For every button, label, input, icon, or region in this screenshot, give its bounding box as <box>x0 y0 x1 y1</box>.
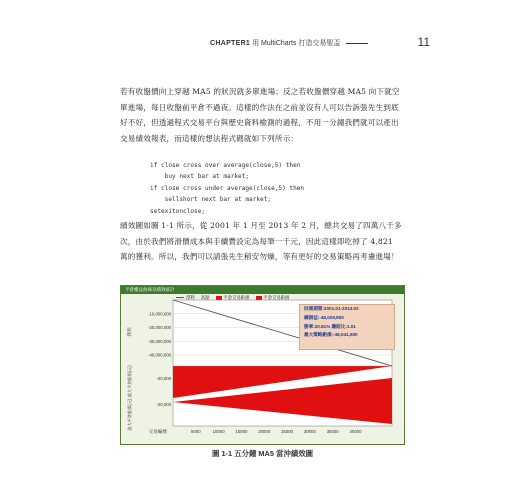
legend-item-loss-1: 平倉交易虧損 <box>216 295 250 300</box>
x-axis-label: 交易編號 <box>148 429 167 434</box>
x-tick-label: 10000 <box>212 429 225 434</box>
x-tick-label: 25000 <box>281 429 294 434</box>
paragraph-1: 若有收盤價向上穿越 MA5 的狀況就多單進場；反之若收盤價穿越 MA5 向下就空單進場，每日收盤前平倉不過夜。這樣的作法在之前並沒有人可以告訴張先生到底好不好，但透過程式交易平台與歷史資料檢測的過程，不用一分鐘我們就可以產出交易績效報表，而這樣的想法程式碼就如下列所示： <box>120 87 400 143</box>
code-line: buy next bar at market; <box>150 173 250 181</box>
code-line: if close cross under average(close,5) then <box>150 184 305 192</box>
paragraph-2: 績效圖如圖 1-1 所示，從 2001 年 1 月至 2013 年 2 月，總共交易了四萬八千多次，由於我們將滑價成本與手續費設定為每筆一千元，因此這樣即吃掉了 4,821 萬的獲利。所以，我們可以請張先生稍安勿燥，等有更好的交易策略再考慮進場！ <box>120 221 402 262</box>
y-tick-label-bottom: -20,000 <box>156 402 171 407</box>
header-rule <box>346 43 368 44</box>
legend-item-high: 高點 <box>200 295 210 300</box>
code-line: setexitonclose; <box>150 207 206 215</box>
code-line: sellshort next bar at market; <box>150 196 272 204</box>
code-block <box>150 160 410 217</box>
figure-caption: 圖 1-1 五分鐘 MA5 當沖績效圖 <box>212 449 314 458</box>
x-tick-label: 5000 <box>191 429 201 434</box>
y-axis-label-top: 淨利 <box>127 327 132 337</box>
chapter-label: CHAPTER1 <box>210 40 251 47</box>
stat-maxdd: 最大策略虧損:-48,041,600 <box>304 332 358 338</box>
code-line: if close cross over average(close,5) then <box>150 162 301 169</box>
y-axis-label-bottom: 最大平倉虧損(元) 最大平倉虧損(元) <box>127 365 132 431</box>
x-tick-label: 15000 <box>235 429 248 434</box>
legend-item-net: 淨利 <box>176 295 195 300</box>
figure-title: 平倉權益曲線及績效統計 <box>121 286 404 294</box>
stat-period: 回測期間:2001.01-2013.02 <box>304 306 359 311</box>
y-tick-label-bottom: -20,000 <box>156 376 171 381</box>
legend-item-loss-2: 平倉交易虧損 <box>256 295 290 300</box>
y-tick-label: -10,000,000 <box>148 311 171 317</box>
x-tick-label: 35000 <box>326 429 339 434</box>
y-tick-label: -40,000,000 <box>148 352 171 358</box>
stats-box <box>299 304 395 350</box>
stat-total: 總損益:-48,029,800 <box>304 314 344 320</box>
page-number: 11 <box>417 35 430 49</box>
y-tick-label: -30,000,000 <box>148 338 171 344</box>
running-header <box>210 35 430 52</box>
x-tick-label: 20000 <box>258 429 271 434</box>
x-tick-label: 30000 <box>303 429 316 434</box>
equity-figure <box>120 285 405 445</box>
chapter-title: 用 MultiCharts 打造交易聖盃 <box>252 40 341 47</box>
y-tick-label: -20,000,000 <box>148 325 171 330</box>
x-tick-label: 40000 <box>349 429 362 434</box>
stat-winrate: 勝率:20.81% 賺賠比:1.01 <box>304 323 356 329</box>
